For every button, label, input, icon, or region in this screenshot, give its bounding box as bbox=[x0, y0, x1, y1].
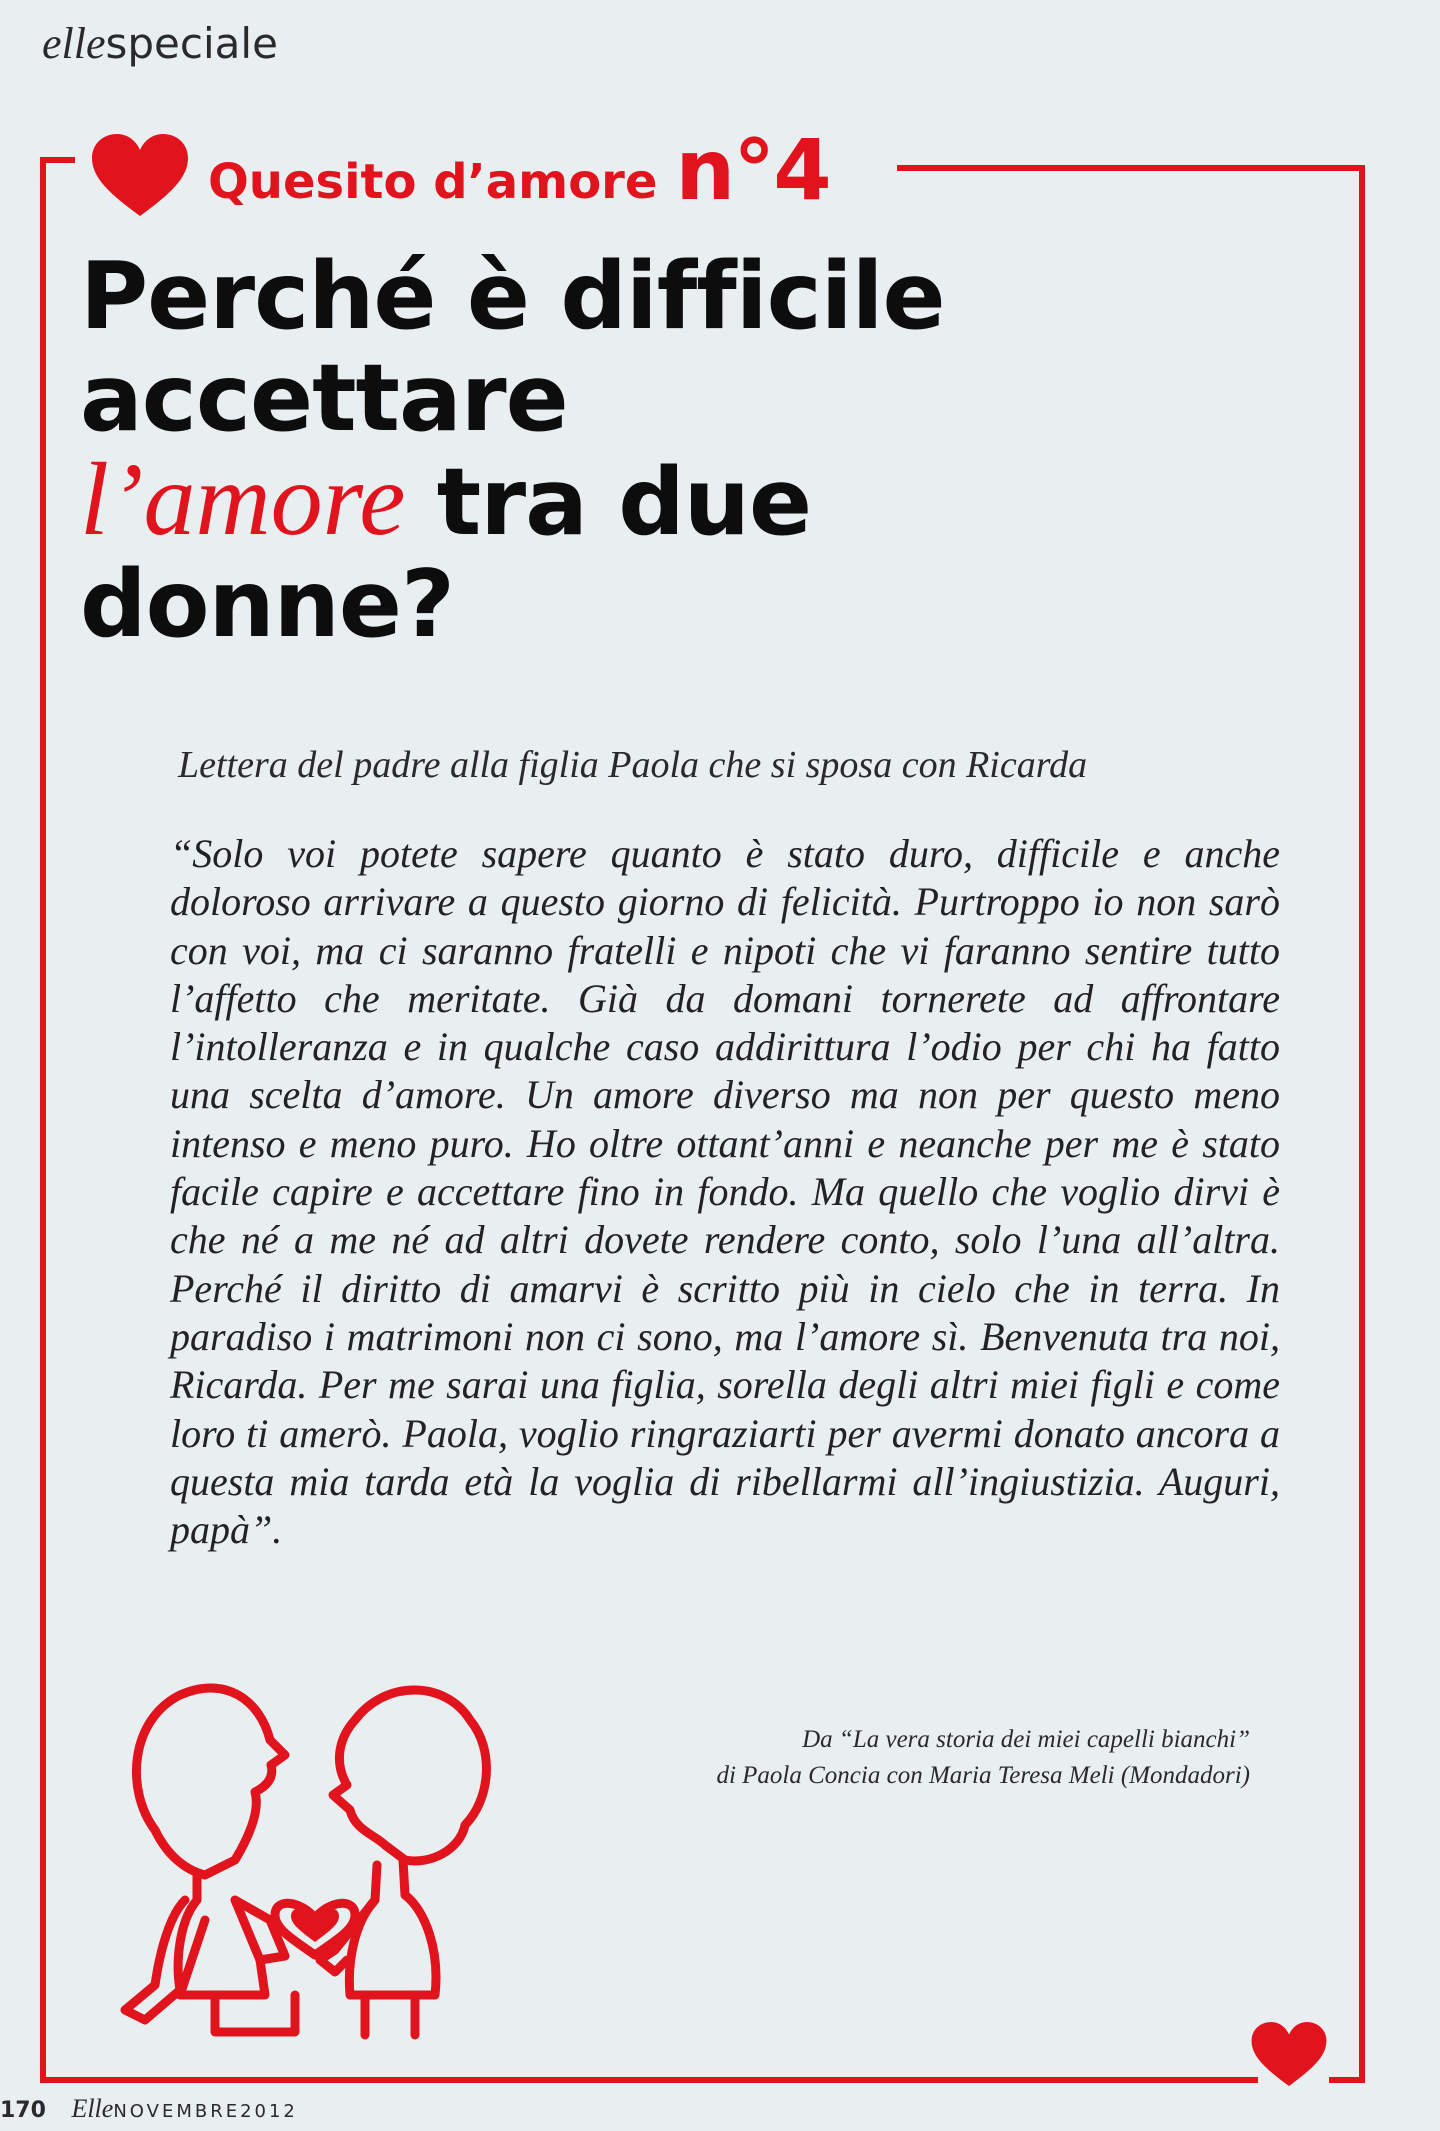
headline-line-3 bbox=[80, 442, 1200, 557]
quesito-badge bbox=[80, 118, 844, 228]
headline-line-3-rest: tra due bbox=[405, 448, 812, 556]
couple-illustration bbox=[85, 1660, 515, 2045]
source-line-1: Da “La vera storia dei miei capelli bianchi” bbox=[802, 1726, 1250, 1753]
source-line-2: di Paola Concia con Maria Teresa Meli (Mondadori) bbox=[716, 1762, 1250, 1789]
issue-date: NOVEMBRE2012 bbox=[113, 2101, 298, 2122]
headline-line-2: accettare bbox=[80, 344, 568, 452]
section-name: speciale bbox=[105, 19, 278, 68]
magazine-name: Elle bbox=[71, 2094, 114, 2123]
subtitle: Lettera del padre alla figlia Paola che si sposa con Ricarda bbox=[178, 744, 1088, 786]
headline-emphasis: l’amore bbox=[80, 442, 406, 557]
section-header bbox=[42, 14, 278, 74]
headline-line-4: donne? bbox=[80, 550, 454, 658]
corner-heart-icon bbox=[1250, 2020, 1328, 2088]
section-brand: elle bbox=[42, 19, 106, 68]
source-credit bbox=[560, 1722, 1250, 1794]
headline-line-1: Perché è difficile bbox=[80, 242, 945, 350]
page-footer bbox=[0, 2090, 298, 2128]
letter-text: “Solo voi potete sapere quanto è stato duro, difficile e anche doloroso arrivare a questo giorno di felicità. Purtroppo io non sarò con voi, ma ci saranno fratelli e nipoti che vi faranno sentire tutto l’affetto che meritate. Già da domani tornerete ad affrontare l’intolleranza e in qualche caso addirittura l’odio per chi ha fatto una scelta d’amore. Un amore diverso ma non per questo meno intenso e meno puro. Ho oltre ottant’anni e neanche per me è stato facile capire e accettare fino in fondo. Ma quello che voglio dirvi è che né a me né ad altri dovete rendere conto, solo l’una all’altra. Perché il diritto di amarvi è scritto più in cielo che in terra. In paradiso i matrimoni non ci sono, ma l’amore sì. Benvenuta tra noi, Ricarda. Per me sarai una figlia, sorella degli altri miei figli e come loro ti amerò. Paola, voglio ringraziarti per avermi donato ancora a questa mia tarda età la voglia di ribellarmi all’ingiustizia. Auguri, papà”. bbox=[170, 831, 1280, 1553]
headline bbox=[80, 242, 1200, 658]
quesito-number: n°4 bbox=[675, 121, 830, 219]
page-number: 170 bbox=[0, 2098, 46, 2123]
heart-icon bbox=[90, 132, 190, 218]
quesito-label: Quesito d’amore bbox=[208, 154, 658, 210]
